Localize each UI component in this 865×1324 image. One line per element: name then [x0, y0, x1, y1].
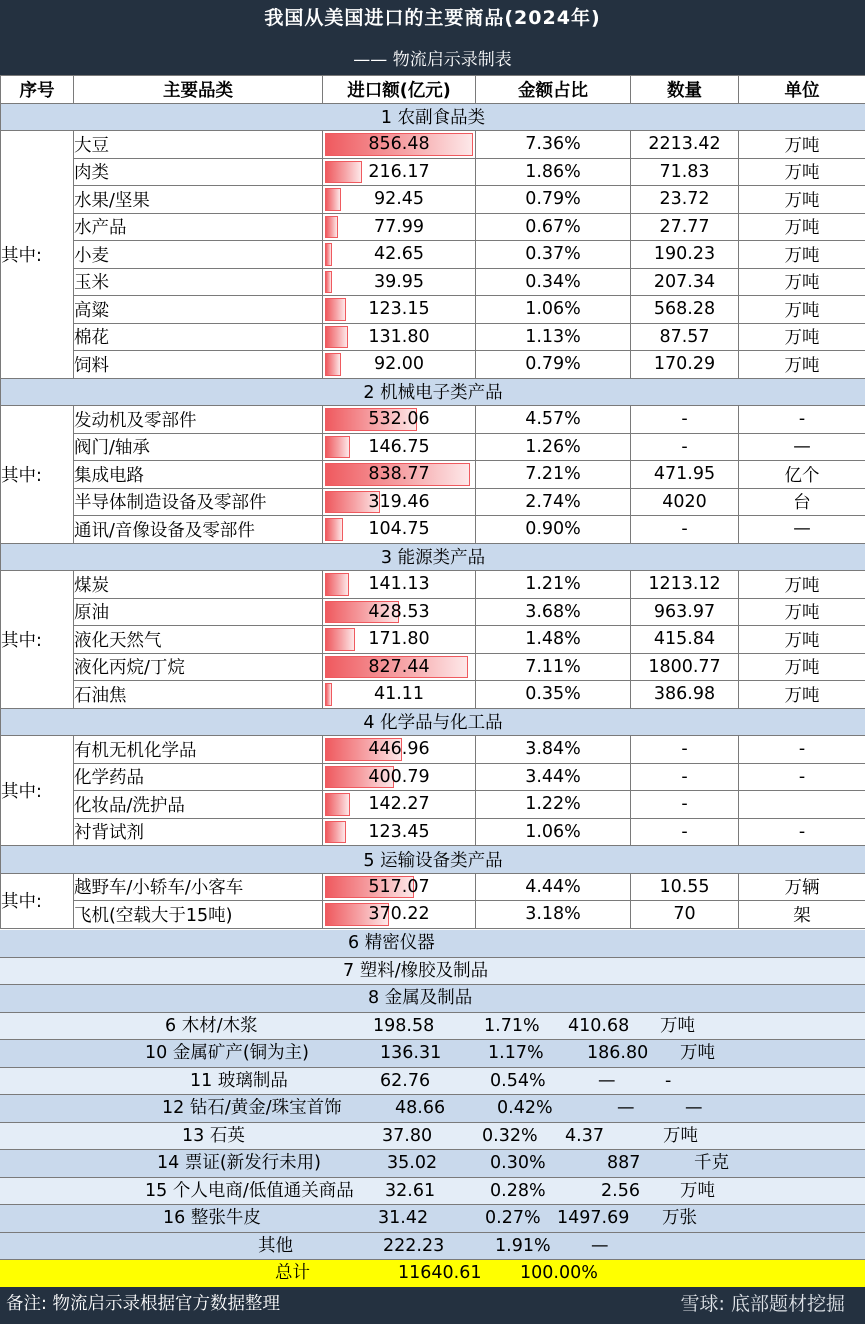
- item-share: 1.48%: [476, 626, 631, 654]
- item-value: 446.96: [368, 739, 430, 760]
- table-row: [1, 873, 865, 901]
- item-name: 高粱: [74, 296, 323, 324]
- table-row: [1, 433, 865, 461]
- row-label: 15 个人电商/低值通关商品: [145, 1180, 354, 1201]
- item-value-cell: [323, 323, 476, 351]
- item-quantity: 207.34: [631, 268, 739, 296]
- table-row: [1, 186, 865, 214]
- group-label: 其中:: [1, 131, 74, 379]
- item-name: 化学药品: [74, 763, 323, 791]
- item-quantity: 190.23: [631, 241, 739, 269]
- row-value: 35.02: [387, 1153, 438, 1173]
- item-value-cell: [323, 516, 476, 544]
- row-qty: 410.68: [568, 1015, 630, 1036]
- item-value: 370.22: [368, 904, 430, 925]
- footer-note: 备注: 物流启示录根据官方数据整理: [6, 1294, 280, 1314]
- total-value: 11640.61: [398, 1263, 482, 1283]
- item-value-cell: [323, 873, 476, 901]
- group-label: 其中:: [1, 873, 74, 928]
- table-subtitle: —— 物流启示录制表: [0, 45, 865, 75]
- item-value: 42.65: [373, 244, 425, 265]
- item-value-cell: [323, 461, 476, 489]
- item-value: 146.75: [368, 436, 430, 457]
- item-name: 通讯/音像设备及零部件: [74, 516, 323, 544]
- item-value: 142.27: [368, 794, 430, 815]
- item-quantity: -: [631, 818, 739, 846]
- item-name: 集成电路: [74, 461, 323, 489]
- table-row: [1, 516, 865, 544]
- item-value: 400.79: [368, 766, 430, 787]
- item-value: 319.46: [368, 491, 430, 512]
- item-share: 1.13%: [476, 323, 631, 351]
- item-value-cell: [323, 186, 476, 214]
- table-row: [1, 351, 865, 379]
- table-row: [1, 406, 865, 434]
- total-row: [0, 1260, 865, 1287]
- row-value: 62.76: [380, 1070, 431, 1091]
- item-name: 玉米: [74, 268, 323, 296]
- item-value: 104.75: [368, 519, 430, 540]
- table-row: [1, 571, 865, 599]
- section-row: [1, 846, 865, 874]
- item-share: 0.34%: [476, 268, 631, 296]
- row-label: 11 玻璃制品: [190, 1070, 288, 1091]
- table-row: [0, 1068, 865, 1096]
- row-share: 0.32%: [482, 1125, 538, 1146]
- item-name: 衬背试剂: [74, 818, 323, 846]
- item-name: 棉花: [74, 323, 323, 351]
- item-unit: -: [739, 763, 865, 791]
- table-row: [1, 268, 865, 296]
- item-quantity: 170.29: [631, 351, 739, 379]
- item-unit: 万吨: [739, 241, 865, 269]
- item-unit: 万吨: [739, 131, 865, 159]
- item-value-cell: [323, 626, 476, 654]
- item-value: 39.95: [373, 271, 425, 292]
- table-row: [0, 1040, 865, 1068]
- item-quantity: 71.83: [631, 158, 739, 186]
- row-value: 222.23: [383, 1235, 445, 1256]
- header-row: [1, 76, 865, 104]
- item-name: 大豆: [74, 131, 323, 159]
- item-quantity: 568.28: [631, 296, 739, 324]
- item-unit: 台: [739, 488, 865, 516]
- table-row: [0, 1013, 865, 1041]
- item-value: 77.99: [373, 216, 425, 237]
- table-row: [0, 1178, 865, 1206]
- table-row: [1, 818, 865, 846]
- item-share: 4.57%: [476, 406, 631, 434]
- row-label: 13 石英: [182, 1125, 245, 1146]
- item-quantity: -: [631, 433, 739, 461]
- value-data-bar: [325, 271, 332, 294]
- item-name: 小麦: [74, 241, 323, 269]
- table-row: [1, 653, 865, 681]
- footer: [0, 1287, 865, 1324]
- item-unit: 亿个: [739, 461, 865, 489]
- item-name: 越野车/小轿车/小客车: [74, 873, 323, 901]
- item-value-cell: [323, 763, 476, 791]
- table-row: [1, 213, 865, 241]
- item-quantity: -: [631, 791, 739, 819]
- watermark: 雪球: 底部题材挖掘: [680, 1293, 845, 1315]
- section-label: 6 精密仪器: [348, 933, 435, 953]
- section-row: [1, 708, 865, 736]
- item-name: 液化丙烷/丁烷: [74, 653, 323, 681]
- item-name: 水产品: [74, 213, 323, 241]
- item-share: 3.68%: [476, 598, 631, 626]
- row-unit: 万吨: [663, 1125, 698, 1146]
- row-unit: -: [665, 1070, 672, 1091]
- table-row: [1, 131, 865, 159]
- item-quantity: 1800.77: [631, 653, 739, 681]
- item-quantity: 1213.12: [631, 571, 739, 599]
- item-unit: 万吨: [739, 158, 865, 186]
- row-qty: —: [591, 1235, 609, 1256]
- item-value: 856.48: [368, 134, 430, 155]
- item-quantity: 23.72: [631, 186, 739, 214]
- item-name: 煤炭: [74, 571, 323, 599]
- table-row: [0, 1095, 865, 1123]
- item-value-cell: [323, 131, 476, 159]
- item-share: 3.44%: [476, 763, 631, 791]
- item-value: 827.44: [368, 656, 430, 677]
- row-share: 0.54%: [490, 1070, 546, 1091]
- item-share: 1.21%: [476, 571, 631, 599]
- row-value: 37.80: [382, 1125, 433, 1146]
- table-title: 我国从美国进口的主要商品(2024年): [0, 0, 865, 45]
- row-label: 12 钻石/黄金/珠宝首饰: [162, 1098, 342, 1118]
- header-unit: 单位: [739, 76, 865, 104]
- item-share: 1.22%: [476, 791, 631, 819]
- row-qty: 887: [607, 1153, 641, 1173]
- item-quantity: -: [631, 763, 739, 791]
- section-row: [0, 930, 865, 958]
- table-row: [0, 1233, 865, 1261]
- item-quantity: 2213.42: [631, 131, 739, 159]
- item-value-cell: [323, 406, 476, 434]
- item-value-cell: [323, 433, 476, 461]
- item-name: 液化天然气: [74, 626, 323, 654]
- value-data-bar: [325, 793, 350, 816]
- item-value-cell: [323, 901, 476, 929]
- row-label: 16 整张牛皮: [163, 1208, 261, 1228]
- row-qty: —: [598, 1070, 616, 1091]
- item-value: 92.45: [373, 189, 425, 210]
- row-label: 其他: [258, 1235, 293, 1256]
- section-row: [1, 103, 865, 131]
- item-value-cell: [323, 571, 476, 599]
- table-row: [1, 736, 865, 764]
- item-quantity: 10.55: [631, 873, 739, 901]
- item-unit: —: [739, 516, 865, 544]
- item-value-cell: [323, 351, 476, 379]
- row-share: 1.17%: [488, 1043, 544, 1063]
- section-row: [0, 985, 865, 1013]
- row-label: 6 木材/木浆: [165, 1015, 258, 1036]
- row-unit: 千克: [694, 1153, 729, 1173]
- item-name: 肉类: [74, 158, 323, 186]
- table-row: [0, 1150, 865, 1178]
- item-value: 838.77: [368, 464, 430, 485]
- row-value: 198.58: [373, 1015, 435, 1036]
- item-value-cell: [323, 598, 476, 626]
- item-share: 3.18%: [476, 901, 631, 929]
- item-name: 水果/坚果: [74, 186, 323, 214]
- total-share: 100.00%: [520, 1263, 598, 1283]
- section-label: 7 塑料/橡胶及制品: [343, 960, 489, 981]
- item-share: 0.67%: [476, 213, 631, 241]
- row-share: 1.71%: [484, 1015, 540, 1036]
- item-quantity: -: [631, 406, 739, 434]
- group-label: 其中:: [1, 736, 74, 846]
- table-row: [1, 598, 865, 626]
- row-value: 136.31: [380, 1043, 442, 1063]
- item-value-cell: [323, 653, 476, 681]
- item-unit: 万吨: [739, 571, 865, 599]
- section-label: 2 机械电子类产品: [1, 378, 865, 406]
- item-unit: 万辆: [739, 873, 865, 901]
- item-quantity: 87.57: [631, 323, 739, 351]
- item-value-cell: [323, 268, 476, 296]
- item-name: 有机无机化学品: [74, 736, 323, 764]
- item-value: 123.45: [368, 821, 430, 842]
- row-unit: 万张: [662, 1208, 697, 1228]
- row-share: 0.27%: [485, 1208, 541, 1228]
- value-data-bar: [325, 436, 350, 459]
- item-name: 饲料: [74, 351, 323, 379]
- item-value-cell: [323, 158, 476, 186]
- section-row: [1, 378, 865, 406]
- header-index: 序号: [1, 76, 74, 104]
- row-value: 31.42: [378, 1208, 429, 1228]
- value-data-bar: [325, 628, 355, 651]
- section-row: [1, 543, 865, 571]
- row-unit: —: [685, 1098, 703, 1118]
- item-share: 0.79%: [476, 186, 631, 214]
- table-row: [1, 791, 865, 819]
- row-share: 0.42%: [497, 1098, 553, 1118]
- item-share: 7.11%: [476, 653, 631, 681]
- row-unit: 万吨: [680, 1180, 715, 1201]
- item-name: 发动机及零部件: [74, 406, 323, 434]
- header-category: 主要品类: [74, 76, 323, 104]
- total-label: 总计: [275, 1263, 310, 1283]
- row-qty: 4.37: [565, 1125, 604, 1146]
- item-unit: 万吨: [739, 598, 865, 626]
- section-label: 3 能源类产品: [1, 543, 865, 571]
- row-qty: —: [617, 1098, 635, 1118]
- item-value-cell: [323, 736, 476, 764]
- item-value: 216.17: [368, 161, 430, 182]
- value-data-bar: [325, 573, 349, 596]
- section-label: 8 金属及制品: [368, 988, 473, 1008]
- table-body: [1, 103, 865, 928]
- item-unit: 架: [739, 901, 865, 929]
- row-label: 10 金属矿产(铜为主): [145, 1043, 309, 1063]
- header-import-value: 进口额(亿元): [323, 76, 476, 104]
- item-unit: -: [739, 818, 865, 846]
- value-data-bar: [325, 161, 362, 184]
- item-value-cell: [323, 296, 476, 324]
- item-unit: —: [739, 433, 865, 461]
- item-name: 化妆品/洗护品: [74, 791, 323, 819]
- table-row: [0, 1205, 865, 1233]
- table-row: [0, 1123, 865, 1151]
- section-label: 5 运输设备类产品: [1, 846, 865, 874]
- value-data-bar: [325, 216, 338, 239]
- item-share: 7.21%: [476, 461, 631, 489]
- value-data-bar: [325, 326, 348, 349]
- item-value-cell: [323, 213, 476, 241]
- value-data-bar: [325, 353, 341, 376]
- table-row: [1, 681, 865, 709]
- item-value: 131.80: [368, 326, 430, 347]
- item-name: 石油焦: [74, 681, 323, 709]
- item-value-cell: [323, 681, 476, 709]
- group-label: 其中:: [1, 406, 74, 544]
- item-unit: 万吨: [739, 186, 865, 214]
- item-value-cell: [323, 818, 476, 846]
- item-share: 1.06%: [476, 296, 631, 324]
- item-name: 阀门/轴承: [74, 433, 323, 461]
- item-value: 517.07: [368, 876, 430, 897]
- header-share: 金额占比: [476, 76, 631, 104]
- item-quantity: 70: [631, 901, 739, 929]
- row-value: 48.66: [395, 1098, 446, 1118]
- item-value-cell: [323, 488, 476, 516]
- table-row: [1, 323, 865, 351]
- item-quantity: 963.97: [631, 598, 739, 626]
- item-unit: 万吨: [739, 351, 865, 379]
- item-quantity: 415.84: [631, 626, 739, 654]
- item-share: 1.06%: [476, 818, 631, 846]
- group-label: 其中:: [1, 571, 74, 709]
- section-label: 4 化学品与化工品: [1, 708, 865, 736]
- item-unit: 万吨: [739, 296, 865, 324]
- item-unit: -: [739, 406, 865, 434]
- item-value: 123.15: [368, 299, 430, 320]
- item-share: 3.84%: [476, 736, 631, 764]
- item-name: 飞机(空载大于15吨): [74, 901, 323, 929]
- item-value-cell: [323, 241, 476, 269]
- header-quantity: 数量: [631, 76, 739, 104]
- item-quantity: -: [631, 516, 739, 544]
- row-share: 0.30%: [490, 1153, 546, 1173]
- item-quantity: -: [631, 736, 739, 764]
- item-unit: 万吨: [739, 268, 865, 296]
- item-share: 2.74%: [476, 488, 631, 516]
- value-data-bar: [325, 188, 341, 211]
- item-share: 1.86%: [476, 158, 631, 186]
- item-unit: [739, 791, 865, 819]
- value-data-bar: [325, 243, 332, 266]
- table-row: [1, 241, 865, 269]
- item-value: 141.13: [368, 574, 430, 595]
- item-unit: 万吨: [739, 213, 865, 241]
- import-table: [0, 75, 865, 929]
- item-unit: 万吨: [739, 653, 865, 681]
- item-value: 92.00: [373, 354, 425, 375]
- item-unit: 万吨: [739, 626, 865, 654]
- table-row: [1, 763, 865, 791]
- item-share: 0.35%: [476, 681, 631, 709]
- row-value: 32.61: [385, 1180, 436, 1201]
- item-value-cell: [323, 791, 476, 819]
- row-qty: 2.56: [601, 1180, 640, 1201]
- value-data-bar: [325, 518, 343, 541]
- item-share: 4.44%: [476, 873, 631, 901]
- item-unit: 万吨: [739, 323, 865, 351]
- row-share: 0.28%: [490, 1180, 546, 1201]
- item-name: 半导体制造设备及零部件: [74, 488, 323, 516]
- table-row: [1, 296, 865, 324]
- item-value: 41.11: [373, 684, 425, 705]
- item-share: 7.36%: [476, 131, 631, 159]
- item-value: 171.80: [368, 629, 430, 650]
- row-label: 14 票证(新发行未用): [157, 1153, 321, 1173]
- row-unit: 万吨: [660, 1015, 695, 1036]
- item-quantity: 471.95: [631, 461, 739, 489]
- row-qty: 1497.69: [557, 1208, 630, 1228]
- item-quantity: 27.77: [631, 213, 739, 241]
- row-share: 1.91%: [495, 1235, 551, 1256]
- item-quantity: 4020: [631, 488, 739, 516]
- item-share: 0.90%: [476, 516, 631, 544]
- row-unit: 万吨: [680, 1043, 715, 1063]
- value-data-bar: [325, 683, 332, 706]
- item-value: 428.53: [368, 601, 430, 622]
- table-row: [1, 461, 865, 489]
- item-unit: 万吨: [739, 681, 865, 709]
- item-value: 532.06: [368, 409, 430, 430]
- item-share: 0.37%: [476, 241, 631, 269]
- item-share: 0.79%: [476, 351, 631, 379]
- item-unit: -: [739, 736, 865, 764]
- item-quantity: 386.98: [631, 681, 739, 709]
- section-row: [0, 958, 865, 986]
- table-row: [1, 158, 865, 186]
- section-label: 1 农副食品类: [1, 103, 865, 131]
- value-data-bar: [325, 298, 346, 321]
- table-row: [1, 626, 865, 654]
- value-data-bar: [325, 821, 346, 844]
- table-row: [1, 488, 865, 516]
- row-qty: 186.80: [587, 1043, 649, 1063]
- item-name: 原油: [74, 598, 323, 626]
- table-row: [1, 901, 865, 929]
- item-share: 1.26%: [476, 433, 631, 461]
